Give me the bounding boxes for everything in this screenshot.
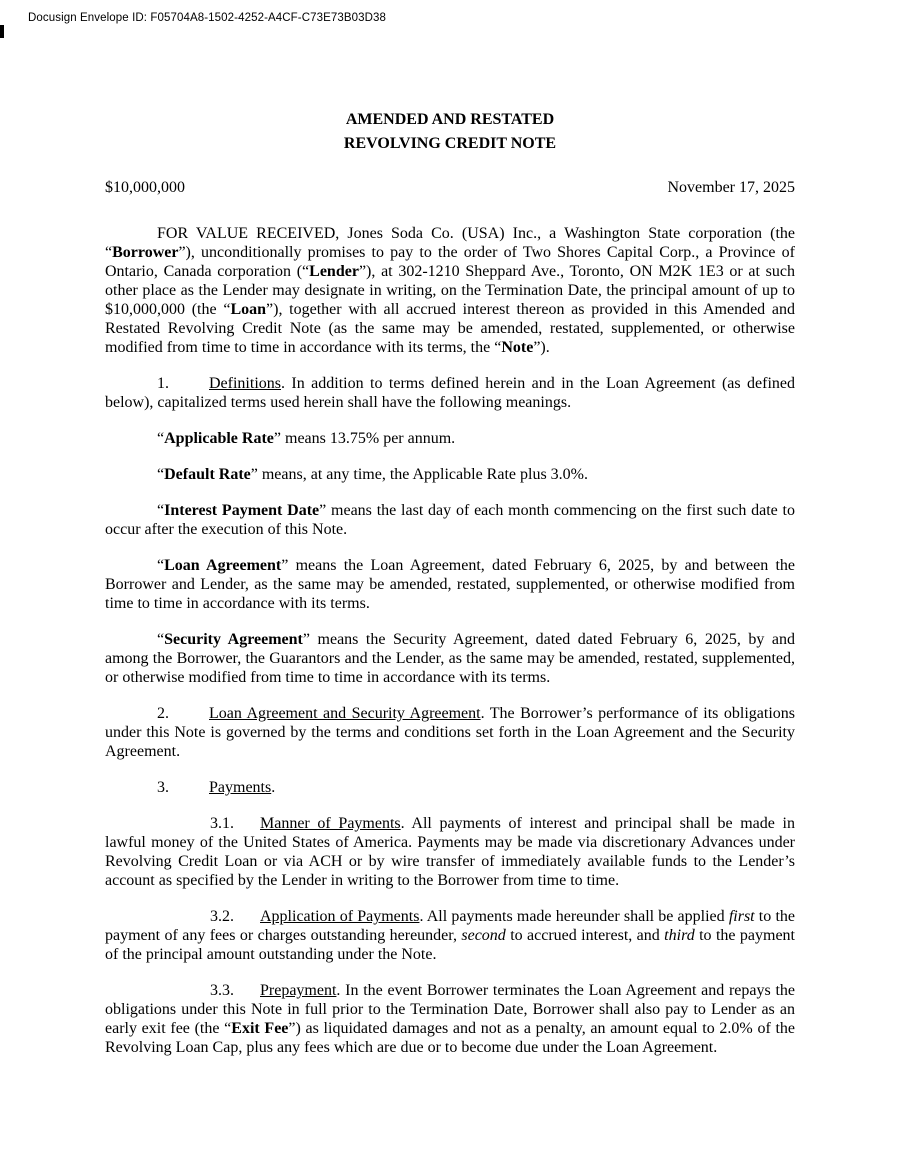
- text-run: to the payment of the principal amount outstanding under the Note.: [105, 927, 795, 963]
- text-run: 3.: [157, 779, 169, 796]
- text-run: Loan Agreement: [164, 557, 282, 574]
- text-run: Definitions: [209, 375, 281, 392]
- document-date: November 17, 2025: [667, 179, 795, 196]
- text-run: third: [664, 927, 695, 944]
- text-run: to accrued interest, and: [505, 927, 665, 944]
- text-run: Loan: [230, 301, 267, 318]
- paragraph: [105, 374, 795, 412]
- paragraph: [105, 981, 795, 1057]
- document-body: [105, 224, 795, 1057]
- text-run: “: [157, 502, 165, 519]
- title-line-2: REVOLVING CREDIT NOTE: [343, 135, 557, 152]
- document-title: [105, 108, 795, 156]
- paragraph: [105, 907, 795, 964]
- text-run: 3.3.: [210, 982, 234, 999]
- text-run: ”).: [533, 339, 550, 356]
- text-run: . In the event Borrower terminates the Loan Agreement and repays the obligations under this Note in full prior to the Termination Date, Borrower shall also pay to Lender as an early exit fee (the “: [105, 982, 795, 1037]
- paragraph: [105, 778, 795, 797]
- text-run: Application of Payments: [260, 908, 420, 925]
- text-run: second: [461, 927, 506, 944]
- text-run: Borrower: [112, 244, 179, 261]
- text-run: 1.: [157, 375, 169, 392]
- text-run: Loan Agreement and Security Agreement: [209, 705, 481, 722]
- text-run: ”) as liquidated damages and not as a penalty, an amount equal to 2.0% of the Revolving Loan Cap, plus any fees which are due or to become due under the Loan Agreement.: [105, 1020, 796, 1056]
- text-run: Applicable Rate: [164, 430, 274, 447]
- paragraph: [105, 556, 795, 613]
- text-run: Prepayment: [260, 982, 337, 999]
- text-run: 3.2.: [210, 908, 234, 925]
- text-run: ” means the Loan Agreement, dated February 6, 2025, by and between the Borrower and Lender, as the same may be amended, restated, supplemented, or otherwise modified from time to time in accordance with its terms.: [105, 557, 796, 612]
- paragraph: [105, 429, 795, 448]
- principal-amount: $10,000,000: [105, 179, 185, 196]
- text-run: FOR VALUE RECEIVED, Jones Soda Co. (USA) Inc., a Washington State corporation (the “: [105, 225, 795, 261]
- text-run: . All payments made hereunder shall be applied: [419, 908, 729, 925]
- text-run: Exit Fee: [231, 1020, 289, 1037]
- text-run: ” means 13.75% per annum.: [273, 430, 456, 447]
- text-run: ”), unconditionally promises to pay to the order of Two Shores Capital Corp., a Province of Ontario, Canada corporation (“: [105, 244, 795, 280]
- title-line-1: AMENDED AND RESTATED: [345, 111, 555, 128]
- text-run: “: [157, 430, 165, 447]
- docusign-envelope-id: Docusign Envelope ID: F05704A8-1502-4252-A4CF-C73E73B03D38: [28, 12, 387, 24]
- text-run: ”), together with all accrued interest thereon as provided in this Amended and Restated Revolving Credit Note (as the same may be amended, restated, supplemented, or otherwise modified from time to time in accordance with its terms, the “: [105, 301, 796, 356]
- text-run: “: [157, 466, 165, 483]
- text-run: to the payment of any fees or charges outstanding hereunder,: [105, 908, 795, 944]
- text-run: ” means the last day of each month commencing on the first such date to occur after the execution of this Note.: [105, 502, 796, 538]
- scan-artifact: [0, 25, 4, 38]
- text-run: .: [271, 779, 276, 796]
- text-run: . All payments of interest and principal shall be made in lawful money of the United States of America. Payments may be made via discretionary Advances under Revolving Credit Loan or via ACH or by wire transfer of immediately available funds to the Lender’s account as specified by the Lender in writing to the Borrower from time to time.: [105, 815, 795, 889]
- text-run: Interest Payment Date: [164, 502, 320, 519]
- text-run: . The Borrower’s performance of its obligations under this Note is governed by the terms and conditions set forth in the Loan Agreement and the Security Agreement.: [105, 705, 795, 760]
- text-run: 3.1.: [210, 815, 234, 832]
- text-run: ” means, at any time, the Applicable Rate plus 3.0%.: [250, 466, 588, 483]
- paragraph: [105, 465, 795, 484]
- meta-row: [105, 178, 795, 197]
- text-run: first: [728, 908, 755, 925]
- text-run: “: [157, 557, 165, 574]
- text-run: Note: [501, 339, 534, 356]
- paragraph: [105, 814, 795, 890]
- text-run: Lender: [309, 263, 359, 280]
- text-run: . In addition to terms defined herein and in the Loan Agreement (as defined below), capitalized terms used herein shall have the following meanings.: [105, 375, 795, 411]
- paragraph: [105, 224, 795, 357]
- text-run: Manner of Payments: [260, 815, 401, 832]
- text-run: ” means the Security Agreement, dated dated February 6, 2025, by and among the Borrower, the Guarantors and the Lender, as the same may be amended, restated, supplemented, or otherwise modified from time to time in accordance with its terms.: [105, 631, 795, 686]
- paragraph: [105, 630, 795, 687]
- paragraph: [105, 501, 795, 539]
- text-run: ”), at 302-1210 Sheppard Ave., Toronto, ON M2K 1E3 or at such other place as the Lender may designate in writing, on the Termination Date, the principal amount of up to $10,000,000 (the “: [105, 263, 796, 318]
- text-run: Default Rate: [164, 466, 251, 483]
- text-run: Payments: [209, 779, 272, 796]
- paragraph: [105, 704, 795, 761]
- text-run: 2.: [157, 705, 169, 722]
- text-run: “: [157, 631, 165, 648]
- text-run: Security Agreement: [164, 631, 303, 648]
